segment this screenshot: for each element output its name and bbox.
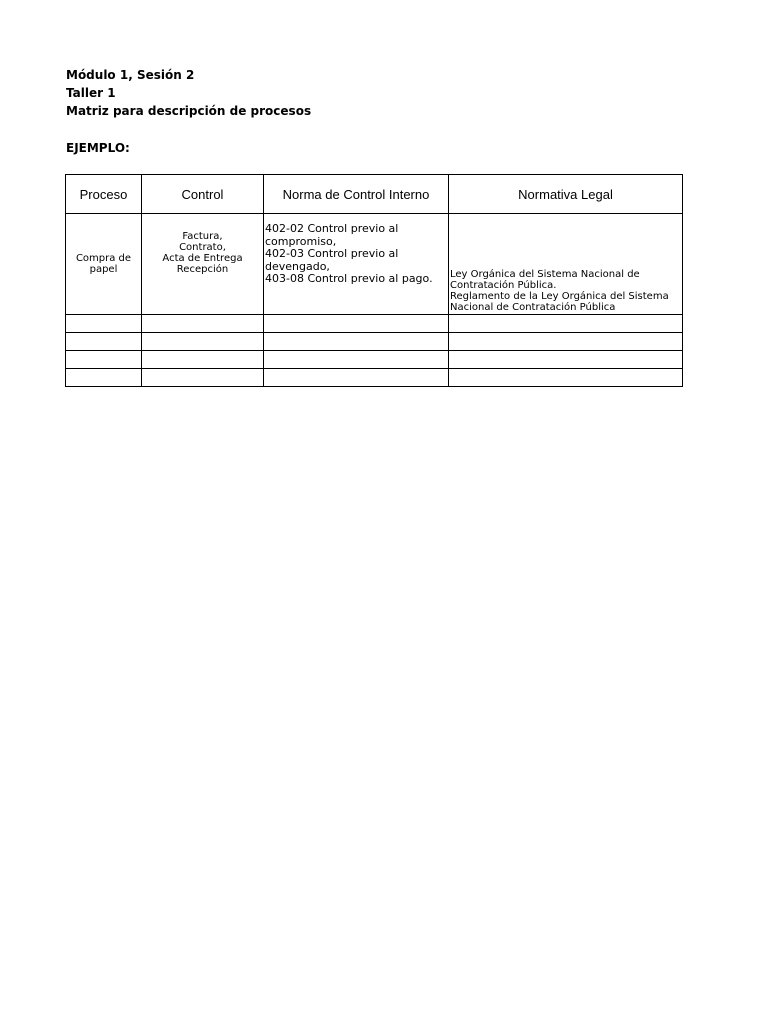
empty-cell [142,351,264,369]
empty-cell [142,333,264,351]
workshop-title: Taller 1 [66,86,116,100]
empty-cell [264,315,449,333]
empty-cell [66,369,142,387]
norma-line: compromiso, [265,234,337,248]
empty-cell [449,315,683,333]
empty-table-row [66,333,683,351]
column-header-control: Control [142,175,264,214]
empty-cell [264,369,449,387]
column-header-proceso: Proceso [66,175,142,214]
empty-table-row [66,369,683,387]
norma-line: 403-08 Control previo al pago. [265,272,433,285]
empty-cell [449,351,683,369]
cell-normativa-legal [449,214,683,315]
empty-table-row [66,351,683,369]
legal-line: Reglamento de la Ley Orgánica del Sistema [450,291,669,302]
cell-control [142,214,264,315]
norma-line: devengado, [265,259,330,273]
table-header-row [66,175,683,214]
control-line: Recepción [176,264,229,275]
control-line: Acta de Entrega [162,253,243,264]
proceso-line: Compra de [75,253,132,264]
empty-cell [264,351,449,369]
matrix-title: Matriz para descripción de procesos [66,104,312,118]
module-session-title: Módulo 1, Sesión 2 [66,68,195,82]
control-line: Factura, [182,231,223,242]
norma-line: 402-02 Control previo al [265,222,399,235]
table-row [66,214,683,315]
empty-cell [66,351,142,369]
document-heading [66,66,311,120]
process-matrix-table [65,174,683,387]
legal-line: Nacional de Contratación Pública [450,302,616,313]
empty-cell [66,315,142,333]
cell-proceso [66,214,142,315]
control-line: Contrato, [179,242,226,253]
legal-line: Contratación Pública. [450,280,557,291]
proceso-line: papel [89,264,118,275]
example-label: EJEMPLO: [66,141,130,155]
cell-norma-control-interno [264,214,449,315]
legal-line: Ley Orgánica del Sistema Nacional de [450,269,640,280]
empty-table-row [66,315,683,333]
empty-cell [142,315,264,333]
norma-line: 402-03 Control previo al [265,247,399,260]
empty-cell [264,333,449,351]
empty-cell [142,369,264,387]
column-header-normativa-legal: Normativa Legal [449,175,683,214]
column-header-norma-control-interno: Norma de Control Interno [264,175,449,214]
empty-cell [449,369,683,387]
empty-cell [66,333,142,351]
empty-cell [449,333,683,351]
